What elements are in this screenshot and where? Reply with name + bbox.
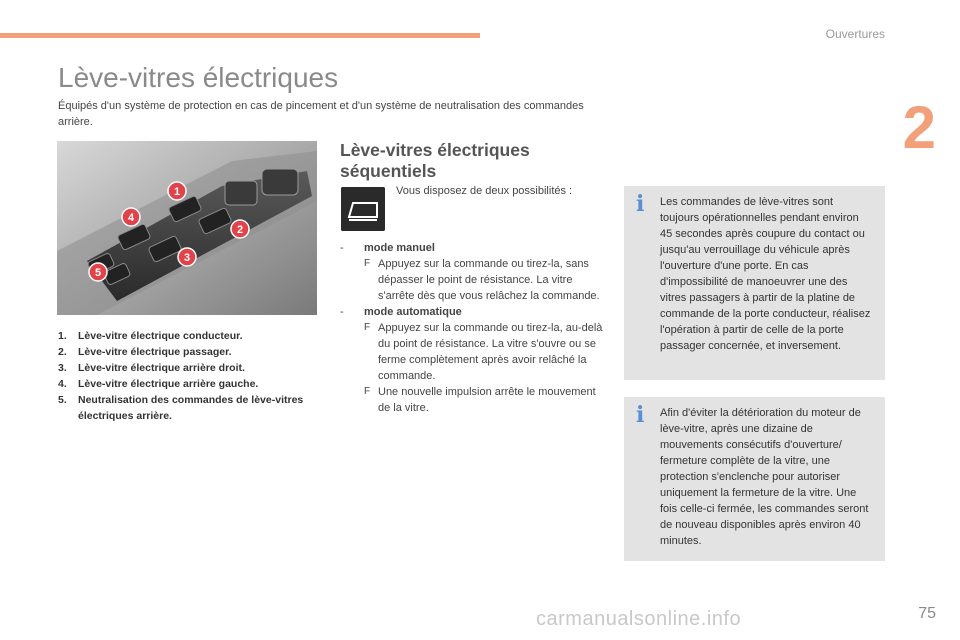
possibilities-text: Vous disposez de deux possibilités : — [396, 185, 573, 197]
info-icon: i — [636, 402, 645, 428]
auto-step: F Une nouvelle impulsion arrête le mouvement de la vitre. — [364, 386, 596, 414]
chapter-number: 2 — [902, 94, 936, 161]
window-mode-icon — [341, 187, 385, 231]
mode-manual: - mode manuel — [340, 242, 435, 254]
callout-label: 5 — [94, 267, 102, 279]
step-marker-icon: F — [364, 386, 371, 397]
callout-label: 1 — [173, 186, 181, 198]
callout-label: 2 — [236, 224, 244, 236]
watermark: carmanualsonline.info — [536, 608, 742, 630]
legend-item: 1. Lève-vitre électrique conducteur. — [58, 330, 243, 342]
page-number: 75 — [918, 605, 936, 622]
callout-label: 3 — [183, 252, 191, 264]
section-name: Ouvertures — [825, 27, 885, 41]
legend-list — [58, 328, 328, 424]
info-box — [624, 186, 885, 380]
auto-step: F Appuyez sur la commande ou tirez-la, au-delà du point de résistance. La vitre s'ouvre ou se ferme complètement après avoir relâché la commande. — [364, 322, 603, 382]
page-title: Lève-vitres électriques — [58, 62, 339, 93]
step-marker-icon: F — [364, 258, 371, 269]
step-marker-icon: F — [364, 322, 371, 333]
manual-step: F Appuyez sur la commande ou tirez-la, sans dépasser le point de résistance. La vitre s'arrête dès que vous relâchez la commande. — [364, 258, 600, 302]
callout-label: 4 — [127, 212, 135, 224]
modes-list — [340, 240, 605, 416]
info-icon: i — [636, 191, 645, 217]
legend-item: 2. Lève-vitre électrique passager. — [58, 346, 232, 358]
legend-item: 5. Neutralisation des commandes de lève-vitres électriques arrière. — [58, 394, 304, 422]
legend-item: 3. Lève-vitre électrique arrière droit. — [58, 362, 245, 374]
mode-automatic: - mode automatique — [340, 306, 462, 318]
sequential-title: Lève-vitres électriques séquentiels — [340, 140, 530, 181]
info-text: Afin d'éviter la détérioration du moteur de lève-vitre, après une dizaine de mouvements consécutifs d'ouverture/ fermeture complète de la vitre, une protection s'enclenche pour autoriser uniquement la fermeture de la vitre. Une fois celle-ci fermée, les commandes seront de nouveau disponibles après environ 40 minutes. — [660, 407, 869, 547]
info-text: Les commandes de lève-vitres sont toujours opérationnelles pendant environ 45 secondes après coupure du contact ou jusqu'au verrouillage du véhicule après l'ouverture d'une porte. En cas d'impossibilité de manoeuvrer une des vitres passagers à partir de la platine de commande de la porte conducteur, réalisez l'opération à partir de celle de la porte passager concernée, et inversement. — [660, 196, 871, 352]
info-box — [624, 397, 885, 561]
window-switch-panel-photo — [57, 141, 317, 315]
legend-item: 4. Lève-vitre électrique arrière gauche. — [58, 378, 259, 390]
intro-text: Équipés d'un système de protection en cas de pincement et d'un système de neutralisation des commandes arrière. — [58, 100, 584, 128]
accent-bar — [0, 33, 480, 38]
